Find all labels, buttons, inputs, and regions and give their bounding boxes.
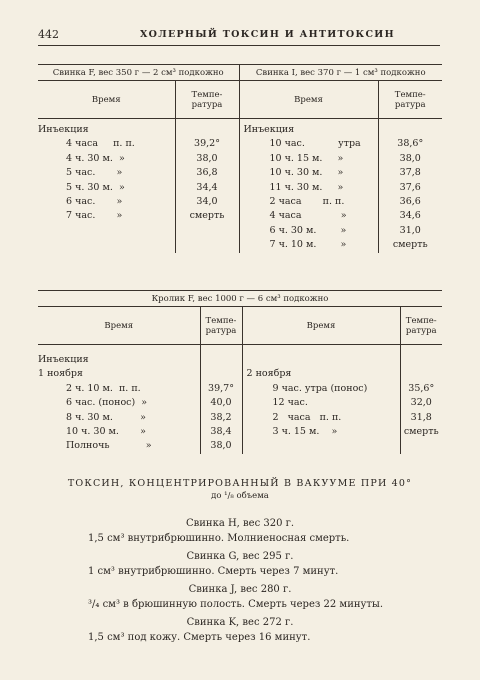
table-row: 2 ч. 10 м. п. п. <box>66 382 141 394</box>
table-row: 10 ч. 15 м. » <box>269 152 344 164</box>
table-cell: 31,8 <box>410 411 432 423</box>
table1-right-label: Инъекция <box>243 124 295 135</box>
header-rule <box>38 45 440 46</box>
table-row: 4 часа п. п. <box>66 138 135 150</box>
table-cell: смерть <box>189 210 225 222</box>
table-cell: 35,6° <box>408 382 435 394</box>
table2-left-label1: Инъекция <box>38 354 89 365</box>
table2-right-temps <box>400 345 442 454</box>
table-cell: 36,6 <box>399 195 421 207</box>
table2-title: Кролик F, вес 1000 г — 6 см³ подкожно <box>38 291 442 307</box>
table-cell: 38,0 <box>196 152 218 164</box>
table-row: 7 час. » <box>66 210 123 222</box>
table-row: 3 ч. 15 м. » <box>272 425 338 437</box>
table-row: 5 час. » <box>66 167 123 179</box>
table1-left-label: Инъекция <box>38 124 89 135</box>
experiment-title: Свинка J, вес 280 г. <box>188 584 292 595</box>
table2-left-label2: 1 ноября <box>38 368 83 380</box>
table-cell: 38,0 <box>399 152 421 164</box>
table-cell: 32,0 <box>410 397 432 409</box>
table1-right-title: Свинка I, вес 370 г — 1 см³ подкожно <box>239 65 442 81</box>
table2-left-col-time: Время <box>38 307 200 345</box>
experiment-text: ³/₄ см³ в брюшинную полость. Смерть через 22 минуты. <box>88 599 384 610</box>
table-row: 10 час. утра <box>269 138 361 150</box>
table-cell: 38,4 <box>210 425 232 437</box>
table-row: 8 ч. 30 м. » <box>66 411 146 423</box>
table1-left-times <box>38 119 175 253</box>
table2-right-label: 2 ноября <box>246 368 292 380</box>
table-cell: 38,2 <box>210 411 232 423</box>
page-number: 442 <box>38 28 59 41</box>
experiment-title: Свинка G, вес 295 г. <box>186 551 294 562</box>
table1-left-temps <box>175 119 239 253</box>
table-row: 2 часа п. п. <box>269 195 345 207</box>
table-cell: 34,6 <box>399 210 421 222</box>
table-cell: 31,0 <box>399 224 421 236</box>
table1-right-temps <box>378 119 442 253</box>
table2-left-temps <box>200 345 242 454</box>
table-cell: 39,2° <box>194 138 220 150</box>
table-row: 4 ч. 30 м. » <box>66 152 125 164</box>
table1-left-col-temp: Темпе-ратура <box>175 81 239 119</box>
table-cell: смерть <box>392 239 428 251</box>
experiment-text: 1,5 см³ внутрибрюшинно. Молниеносная смерть. <box>88 533 350 544</box>
table1-left-title: Свинка F, вес 350 г — 2 см³ подкожно <box>38 65 239 81</box>
table-row: 9 час. утра (понос) <box>272 382 368 394</box>
table1-left-col-time: Время <box>38 81 175 119</box>
table-pigs-f-i <box>38 64 442 253</box>
table1-right-col-time: Время <box>239 81 378 119</box>
table-cell: 38,6° <box>397 138 424 150</box>
table-cell: 34,0 <box>196 195 218 207</box>
table-cell: 34,4 <box>196 181 218 193</box>
table-cell: 40,0 <box>210 397 232 409</box>
table2-right-col-time: Время <box>242 307 400 345</box>
table-cell: 39,7° <box>208 382 234 394</box>
table-cell: 36,8 <box>196 167 218 179</box>
table2-right-col-temp: Темпе-ратура <box>400 307 442 345</box>
table-row: 7 ч. 10 м. » <box>269 239 347 251</box>
section-title: ТОКСИН, КОНЦЕНТРИРОВАННЫЙ В ВАКУУМЕ ПРИ 40° <box>67 478 413 489</box>
table-row: 10 ч. 30 м. » <box>269 167 344 179</box>
section-subtitle: до ¹/₈ объема <box>211 491 269 501</box>
table-row: 10 ч. 30 м. » <box>66 425 146 437</box>
experiment-title: Свинка K, вес 272 г. <box>186 617 294 628</box>
table-cell: 37,8 <box>399 167 421 179</box>
table1-right-times <box>239 119 378 253</box>
table-cell: 37,6 <box>399 181 421 193</box>
experiment-text: 1,5 см³ под кожу. Смерть через 16 минут. <box>88 632 311 643</box>
table-row: Полночь » <box>66 440 152 452</box>
running-title: ХОЛЕРНЫЙ ТОКСИН И АНТИТОКСИН <box>140 29 395 40</box>
experiment-title: Свинка H, вес 320 г. <box>185 518 295 529</box>
table2-right-times <box>242 345 400 454</box>
table-cell: 38,0 <box>210 440 232 452</box>
table-rabbit-f <box>38 290 442 454</box>
table-cell: смерть <box>403 425 439 437</box>
table-row: 6 час. » <box>66 195 123 207</box>
table1-right-col-temp: Темпе-ратура <box>378 81 442 119</box>
table-row: 11 ч. 30 м. » <box>269 181 344 193</box>
experiment-text: 1 см³ внутрибрюшинно. Смерть через 7 минут. <box>88 566 339 577</box>
table-row: 2 часа п. п. <box>272 411 342 423</box>
table-row: 12 час. <box>272 397 308 409</box>
table2-left-times <box>38 345 200 454</box>
table2-left-col-temp: Темпе-ратура <box>200 307 242 345</box>
table-row: 4 часа » <box>269 210 347 222</box>
table-row: 6 ч. 30 м. » <box>269 224 347 236</box>
table-row: 6 час. (понос) » <box>66 397 148 409</box>
table-row: 5 ч. 30 м. » <box>66 181 125 193</box>
